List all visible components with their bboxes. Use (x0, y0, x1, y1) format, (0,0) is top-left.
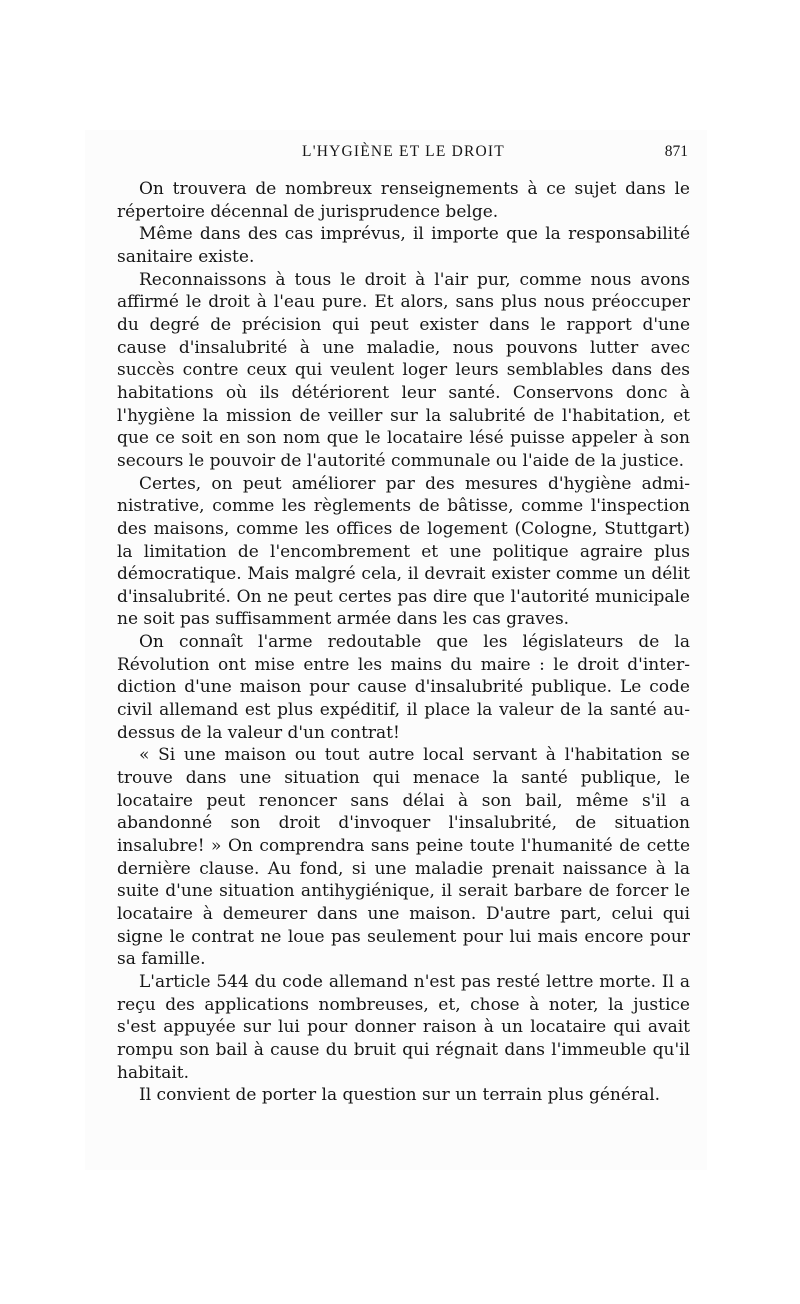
paragraph: L'article 544 du code allemand n'est pas resté lettre morte. Il a reçu des applications nombreuses, et, chose à noter, la justice s'est appuyée sur lui pour donner raison à un locataire qui avait rompu son bail à cause du bruit qui régnait dans l'immeuble qu'il habitait. (117, 971, 690, 1083)
paragraph: « Si une maison ou tout autre local servant à l'habitation se trouve dans une situation qui menace la santé publique, le locataire peut renoncer sans délai à son bail, même s'il a abandonné son droit d'invoquer l'insalubrité, de situation insalubre! » On comprendra sans peine toute l'humanité de cette dernière clause. Au fond, si une maladie prenait naissance à la suite d'une situation antihygiénique, il serait barbare de forcer le locataire à demeurer dans une maison. D'autre part, celui qui signe le contrat ne loue pas seulement pour lui mais encore pour sa famille. (117, 745, 690, 970)
paragraph: Même dans des cas imprévus, il importe que la responsabilité sanitaire existe. (117, 224, 690, 267)
running-title: L'HYGIÈNE ET LE DROIT (302, 143, 505, 160)
paragraph: On connaît l'arme redoutable que les législateurs de la Révolution ont mise entre les mains du maire : le droit d'interdiction d'une maison pour cause d'insalubrité publique. Le code civil allemand est plus expéditif, il place la valeur de la santé au-dessus de la valeur d'un contrat! (117, 632, 690, 743)
page-number: 871 (664, 143, 688, 160)
paragraph: Il convient de porter la question sur un terrain plus général. (139, 1085, 661, 1106)
paragraph: Certes, on peut améliorer par des mesures d'hygiène administrative, comme les règlements de bâtisse, comme l'inspection des maisons, comme les offices de logement (Cologne, Stuttgart) la limitation de l'encombrement et une politique agraire plus démocratique. Mais malgré cela, il devrait exister comme un délit d'insalubrité. On ne peut certes pas dire que l'autorité municipale ne soit pas suffisamment armée dans les cas graves. (117, 473, 690, 630)
body-text (117, 178, 690, 1107)
paragraph: On trouvera de nombreux renseignements à ce sujet dans le répertoire décennal de jurisprudence belge. (117, 179, 690, 222)
paragraph: Reconnaissons à tous le droit à l'air pur, comme nous avons affirmé le droit à l'eau pure. Et alors, sans plus nous préoccuper du degré de précision qui peut exister dans le rapport d'une cause d'insalubrité à une maladie, nous pouvons lutter avec succès contre ceux qui veulent loger leurs semblables dans des habitations où ils détériorent leur santé. Conservons donc à l'hygiène la mission de veiller sur la salubrité de l'habitation, et que ce soit en son nom que le locataire lésé puisse appeler à son secours le pouvoir de l'autorité communale ou l'aide de la justice. (117, 269, 690, 471)
page-header (117, 143, 690, 165)
